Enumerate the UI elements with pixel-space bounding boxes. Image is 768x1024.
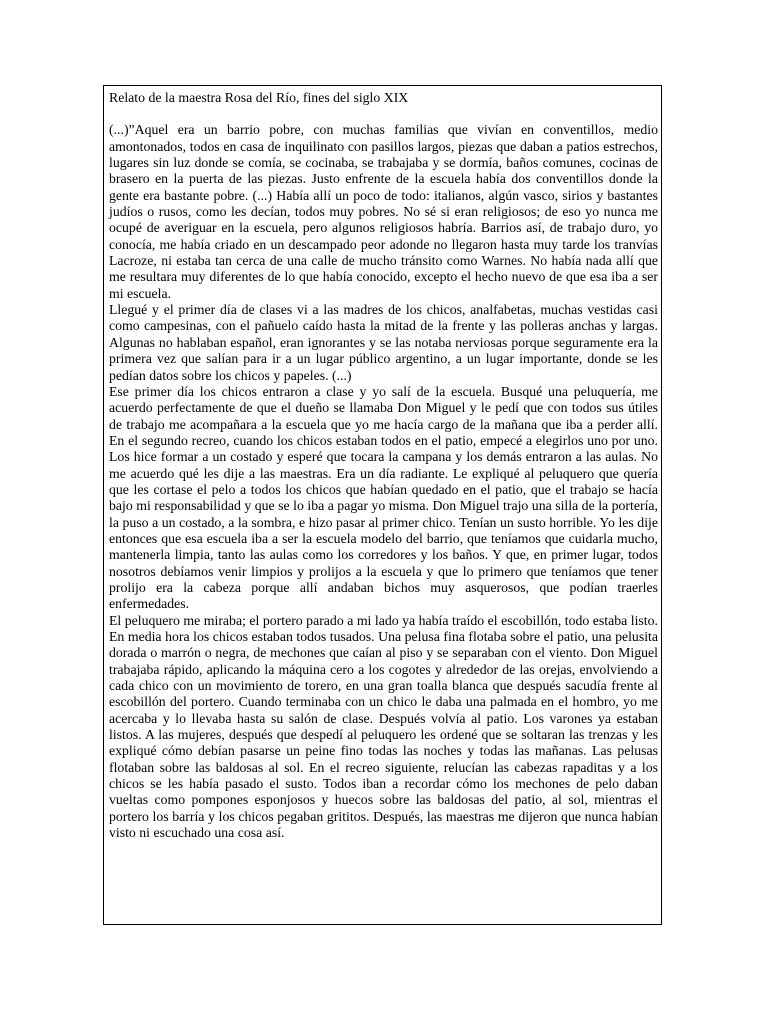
document-title: Relato de la maestra Rosa del Río, fines del siglo XIX [109,90,409,105]
document-frame [103,85,662,925]
paragraph-3: Ese primer día los chicos entraron a clase y yo salí de la escuela. Busqué una peluquería, me acuerdo perfectamente de que el dueño se llamaba Don Miguel y le pedí que con todos sus útiles de trabajo me acompañara a la escuela que yo me hacía cargo de la mañana que iba a perder allí. En el segundo recreo, cuando los chicos estaban todos en el patio, empecé a elegirlos uno por uno. Los hice formar a un costado y esperé que tocara la campana y los demás entraron a las aulas. No me acuerdo qué les dije a las maestras. Era un día radiante. Le expliqué al peluquero que quería que les cortase el pelo a todos los chicos que habían quedado en el patio, que el trabajo se hacía bajo mi responsabilidad y que se lo iba a pagar yo misma. Don Miguel trajo una silla de la portería, la puso a un costado, a la sombra, e hizo pasar al primer chico. Tenían un susto horrible. Yo les dije entonces que esa escuela iba a ser la escuela modelo del barrio, que teníamos que cuidarla mucho, mantenerla limpia, tanto las aulas como los corredores y los baños. Y que, en primer lugar, todos nosotros debíamos venir limpios y prolijos a la escuela y que lo primero que teníamos que tener prolijo era la cabeza porque allí andaban bichos muy asquerosos, que podían traerles enfermedades. [109,383,658,612]
paragraph-1: (...)”Aquel era un barrio pobre, con muchas familias que vivían en conventillos, medio amontonados, todos en casa de inquilinato con pasillos largos, piezas que daban a patios estrechos, lugares sin luz donde se comía, se cocinaba, se trabajaba y se dormía, baños comunes, cocinas de brasero en la puerta de las piezas. Justo enfrente de la escuela había dos conventillos donde la gente era bastante pobre. (...) Había allí un poco de todo: italianos, algún vasco, sirios y bastantes judíos o rusos, como les decían, todos muy pobres. No sé si eran religiosos; de eso yo nunca me ocupé de averiguar en la escuela, pero algunos religiosos habría. Barrios así, de trabajo duro, yo conocía, me había criado en un descampado peor adonde no llegaron hasta muy tarde los tranvías Lacroze, ni estaba tan cerca de una calle de mucho tránsito como Warnes. No había nada allí que me resultara muy diferentes de lo que había conocido, excepto el hecho nuevo de que esa iba a ser mi escuela. [109,122,658,301]
paragraph-4: El peluquero me miraba; el portero parado a mi lado ya había traído el escobillón, todo estaba listo. En media hora los chicos estaban todos tusados. Una pelusa fina flotaba sobre el patio, una pelusita dorada o marrón o negra, de mechones que caían al piso y se separaban con el viento. Don Miguel trabajaba rápido, aplicando la máquina cero a los cogotes y alrededor de las orejas, envolviendo a cada chico con un movimiento de torero, en una gran toalla blanca que después sacudía frente al escobillón del portero. Cuando terminaba con un chico le daba una palmada en el hombro, yo me acercaba y lo llevaba hasta su salón de clase. Después volvía al patio. Los varones ya estaban listos. A las mujeres, después que despedí al peluquero les ordené que se soltaran las trenzas y les expliqué cómo debían pasarse un peine fino todas las noches y todas las mañanas. Las pelusas flotaban sobre las baldosas al sol. En el recreo siguiente, relucían las cabezas rapaditas y a los chicos se les había pasado el susto. Todos iban a recordar cómo los mechones de pelo daban vueltas como pompones esponjosos y huecos sobre las baldosas del patio, al sol, mientras el portero los barría y los chicos pegaban grititos. Después, las maestras me dijeron que nunca habían visto ni escuchado una cosa así. [109,612,658,841]
paragraph-2: Llegué y el primer día de clases vi a las madres de los chicos, analfabetas, muchas vestidas casi como campesinas, con el pañuelo caído hasta la mitad de la frente y las polleras anchas y largas. Algunas no hablaban español, eran ignorantes y se las notaba nerviosas porque seguramente era la primera vez que salían para ir a un lugar público argentino, a un lugar importante, donde se les pedían datos sobre los chicos y papeles. (...) [109,302,658,383]
